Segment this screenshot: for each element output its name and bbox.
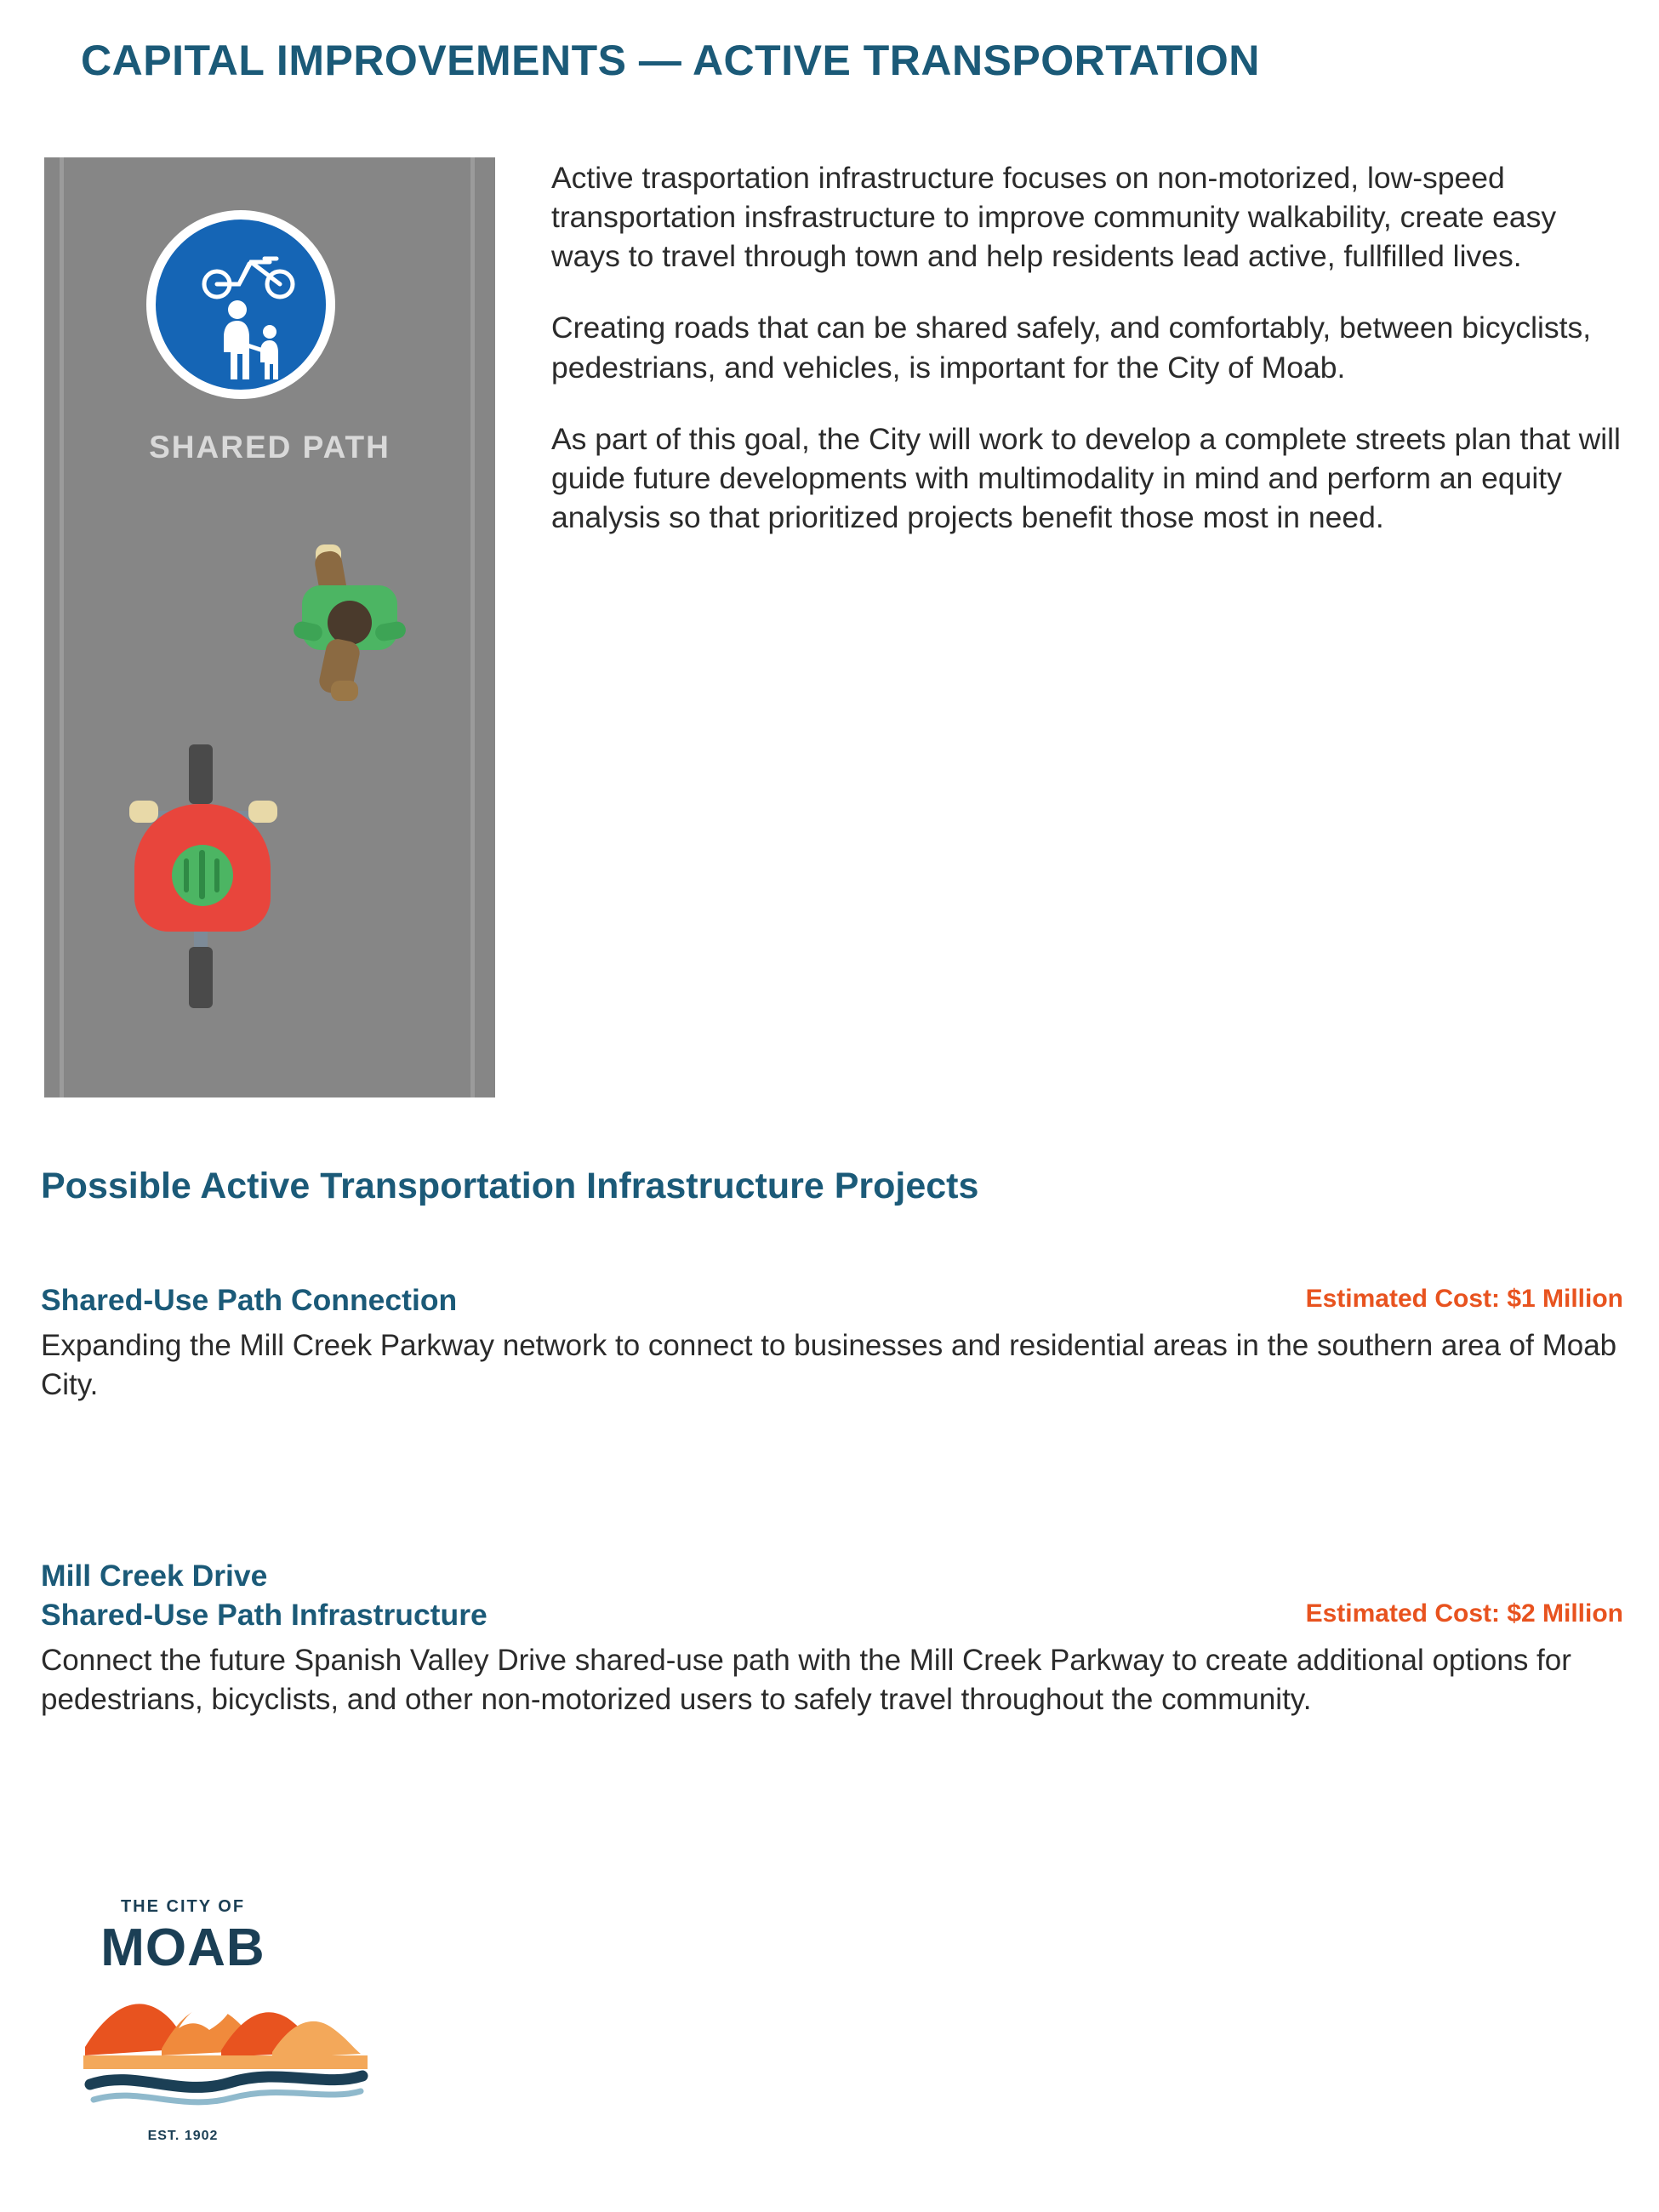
shared-path-illustration (44, 157, 495, 1097)
projects-section-heading: Possible Active Transportation Infrastructure Projects (41, 1166, 979, 1206)
project-item (41, 1283, 1623, 1404)
intro-paragraph-3: As part of this goal, the City will work to develop a complete streets plan that will guide future developments with multimodality in mind and perform an equity analysis so that prioritized projects benefit those most in need. (551, 421, 1621, 534)
walker-shoe (331, 681, 358, 701)
project-title: Mill Creek Drive (41, 1559, 268, 1593)
project-title-row-line1 (41, 1559, 1623, 1598)
project-title-row-line2 (41, 1598, 1623, 1637)
shared-path-sign (146, 210, 335, 399)
cyclist-illustration (119, 744, 298, 1008)
logo-established-text: EST. 1902 (147, 2129, 219, 2143)
pedestrian-with-child-icon (208, 298, 294, 383)
moab-arches-river-logo-art (77, 1981, 374, 2125)
road-edge-left (60, 157, 64, 1097)
cyclist-hand-right (248, 801, 277, 823)
project-item (41, 1559, 1623, 1719)
project-description: Expanding the Mill Creek Parkway network to connect to businesses and residential areas in the southern area of Moab City. (41, 1329, 1617, 1401)
walker-head (328, 601, 372, 645)
bicycle-wheel-front (189, 744, 213, 804)
cyclist-helmet (172, 845, 233, 906)
intro-paragraph-2: Creating roads that can be shared safely, and comfortably, between bicyclists, pedestrians, and vehicles, is important for the City of Moab. (551, 311, 1592, 385)
walking-pedestrian-illustration (287, 544, 414, 702)
bicycle-icon (198, 247, 299, 299)
shared-path-label: SHARED PATH (149, 430, 391, 465)
cyclist-hand-left (129, 801, 158, 823)
helmet-vent (214, 858, 219, 892)
helmet-vent (199, 850, 205, 899)
project-subtitle: Shared-Use Path Infrastructure (41, 1598, 487, 1632)
project-estimated-cost: Estimated Cost: $2 Million (1305, 1599, 1623, 1628)
helmet-vent (184, 858, 189, 892)
intro-paragraph-1: Active trasportation infrastructure focuses on non-motorized, low-speed transportation insfrastructure to improve community walkability, create easy ways to travel through town and help residents lead active, fullfilled lives. (551, 161, 1557, 274)
project-description: Connect the future Spanish Valley Drive shared-use path with the Mill Creek Parkway to create additional options for pedestrians, bicyclists, and other non-motorized users to safely travel throughout the community. (41, 1644, 1571, 1716)
road-edge-right (470, 157, 475, 1097)
city-of-moab-logo (60, 1897, 357, 2157)
logo-city-of-text: THE CITY OF (120, 1897, 246, 1916)
page-title: CAPITAL IMPROVEMENTS — ACTIVE TRANSPORTATION (81, 37, 1260, 84)
intro-text-block (551, 158, 1622, 537)
project-estimated-cost: Estimated Cost: $1 Million (1305, 1285, 1623, 1313)
logo-moab-text: MOAB (100, 1918, 265, 1977)
bicycle-wheel-rear (189, 947, 213, 1008)
project-title-row (41, 1283, 1623, 1322)
project-title: Shared-Use Path Connection (41, 1283, 458, 1317)
